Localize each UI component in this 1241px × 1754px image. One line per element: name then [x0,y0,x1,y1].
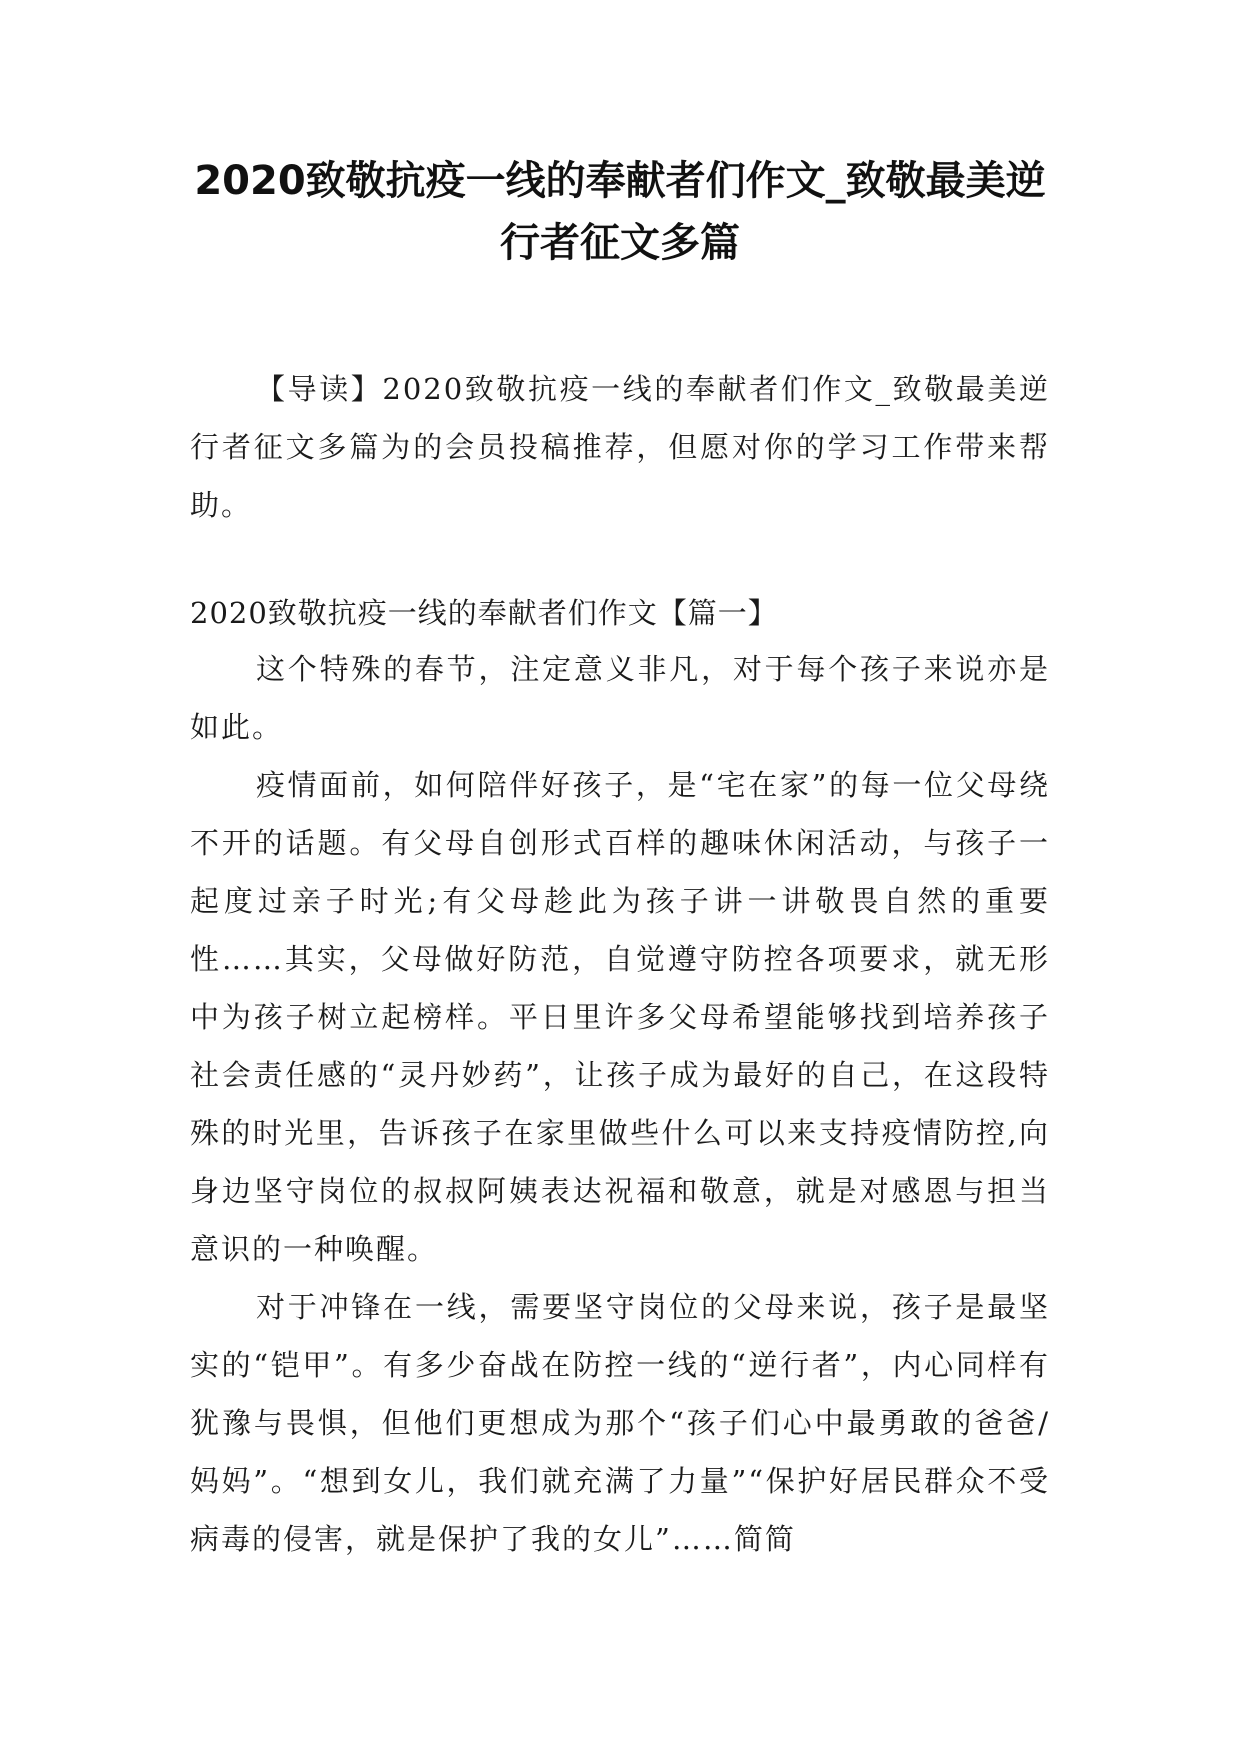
paragraph-1: 这个特殊的春节，注定意义非凡，对于每个孩子来说亦是如此。 [190,652,1050,744]
document-title: 2020致敬抗疫一线的奉献者们作文_致敬最美逆行者征文多篇 [194,158,1046,266]
section-title: 2020致敬抗疫一线的奉献者们作文【篇一】 [190,596,778,630]
paragraph-3: 对于冲锋在一线，需要坚守岗位的父母来说，孩子是最坚实的“铠甲”。有多少奋战在防控一线的“逆行者”，内心同样有犹豫与畏惧，但他们更想成为那个“孩子们心中最勇敢的爸爸/妈妈”。“想到女儿，我们就充满了力量”“保护好居民群众不受病毒的侵害，就是保护了我的女儿”……简简 [190,1290,1050,1556]
intro-paragraph: 【导读】2020致敬抗疫一线的奉献者们作文_致敬最美逆行者征文多篇为的会员投稿推荐，但愿对你的学习工作带来帮助。 [190,372,1050,522]
paragraph-2: 疫情面前，如何陪伴好孩子，是“宅在家”的每一位父母绕不开的话题。有父母自创形式百样的趣味休闲活动，与孩子一起度过亲子时光;有父母趁此为孩子讲一讲敬畏自然的重要性……其实，父母做好防范，自觉遵守防控各项要求，就无形中为孩子树立起榜样。平日里许多父母希望能够找到培养孩子社会责任感的“灵丹妙药”，让孩子成为最好的自己，在这段特殊的时光里，告诉孩子在家里做些什么可以来支持疫情防控,向身边坚守岗位的叔叔阿姨表达祝福和敬意，就是对感恩与担当意识的一种唤醒。 [190,768,1050,1266]
body-text [190,640,1050,1568]
